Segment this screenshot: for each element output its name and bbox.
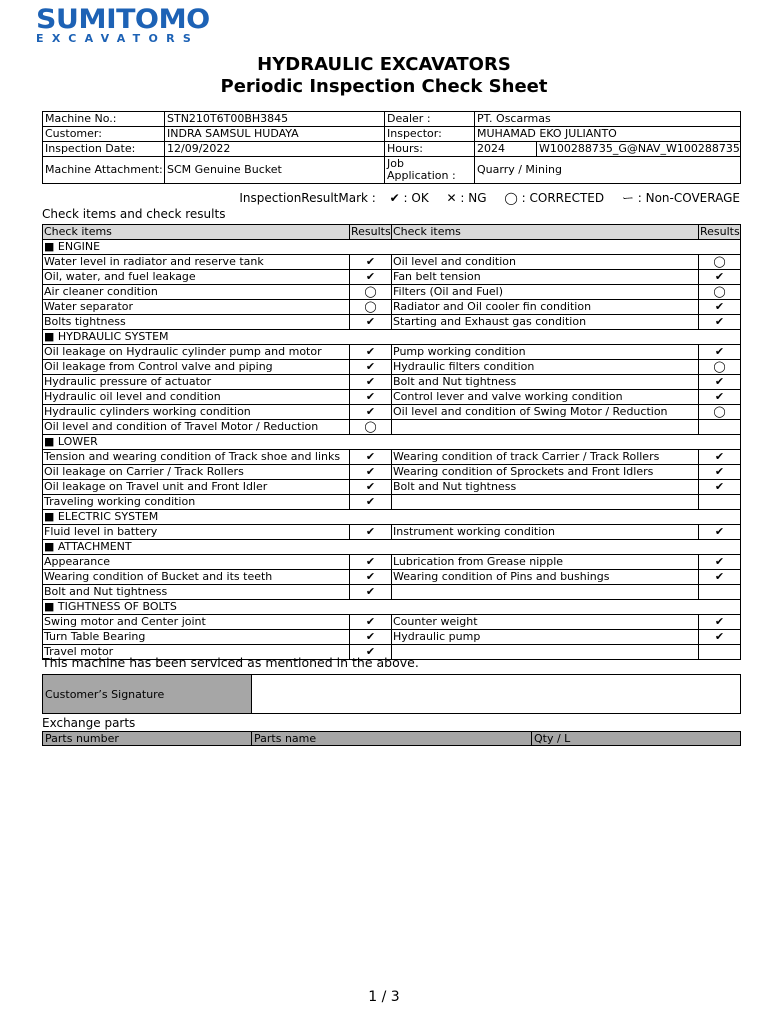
legend-corrected: ◯ : CORRECTED <box>504 191 605 205</box>
check-row <box>43 630 741 645</box>
check-item-right: Filters (Oil and Fuel) <box>392 285 699 300</box>
checks-caption: Check items and check results <box>42 207 226 221</box>
result-right: ◯ <box>699 285 741 300</box>
legend-label: InspectionResultMark : <box>239 191 376 205</box>
result-left: ✔ <box>350 255 392 270</box>
check-item-left: Appearance <box>43 555 350 570</box>
legend-ok: ✔ : OK <box>389 191 429 205</box>
check-row <box>43 420 741 435</box>
check-item-left: Water level in radiator and reserve tank <box>43 255 350 270</box>
machine-no-value: STN210T6T00BH3845 <box>165 112 385 127</box>
check-item-left: Wearing condition of Bucket and its teeth <box>43 570 350 585</box>
result-left: ◯ <box>350 285 392 300</box>
check-row <box>43 405 741 420</box>
check-item-right: Fan belt tension <box>392 270 699 285</box>
check-item-left: Oil leakage on Carrier / Track Rollers <box>43 465 350 480</box>
result-left: ✔ <box>350 450 392 465</box>
check-item-left: Bolts tightness <box>43 315 350 330</box>
check-row <box>43 390 741 405</box>
result-left: ✔ <box>350 555 392 570</box>
parts-name-header: Parts name <box>252 732 532 746</box>
check-row <box>43 300 741 315</box>
header-results-right: Results <box>700 225 740 238</box>
result-left: ✔ <box>350 375 392 390</box>
check-item-right <box>392 645 699 660</box>
customer-value: INDRA SAMSUL HUDAYA <box>165 127 385 142</box>
check-item-right: Hydraulic pump <box>392 630 699 645</box>
result-mark-legend <box>239 189 740 206</box>
check-item-left: Tension and wearing condition of Track shoe and links <box>43 450 350 465</box>
check-row <box>43 270 741 285</box>
check-item-right: Oil level and condition of Swing Motor / Reduction <box>392 405 699 420</box>
result-right: ✔ <box>699 555 741 570</box>
result-right: ✔ <box>699 480 741 495</box>
check-row <box>43 585 741 600</box>
check-row <box>43 525 741 540</box>
check-item-left: Oil leakage from Control valve and piping <box>43 360 350 375</box>
check-row <box>43 315 741 330</box>
check-item-left: Oil leakage on Hydraulic cylinder pump and motor <box>43 345 350 360</box>
result-right <box>699 495 741 510</box>
check-item-right: Bolt and Nut tightness <box>392 480 699 495</box>
check-row <box>43 555 741 570</box>
dealer-value: PT. Oscarmas <box>475 112 741 127</box>
parts-number-header: Parts number <box>43 732 252 746</box>
section-header-row <box>43 330 741 345</box>
legend-noncoverage: ー : Non-COVERAGE <box>621 191 740 205</box>
section-header-row <box>43 510 741 525</box>
check-item-left: Oil, water, and fuel leakage <box>43 270 350 285</box>
result-left: ✔ <box>350 630 392 645</box>
inspector-label: Inspector: <box>385 127 475 142</box>
logo-wordmark: SUMITOMO <box>36 4 210 35</box>
result-right: ◯ <box>699 255 741 270</box>
check-item-left: Air cleaner condition <box>43 285 350 300</box>
result-left: ✔ <box>350 615 392 630</box>
check-item-right <box>392 585 699 600</box>
document-title: HYDRAULIC EXCAVATORS <box>257 54 511 75</box>
section-header-row <box>43 240 741 255</box>
attachment-value: SCM Genuine Bucket <box>165 157 385 184</box>
result-right: ✔ <box>699 345 741 360</box>
check-item-left: Bolt and Nut tightness <box>43 585 350 600</box>
check-row <box>43 345 741 360</box>
check-row <box>43 360 741 375</box>
result-left: ✔ <box>350 405 392 420</box>
check-item-right <box>392 495 699 510</box>
result-right <box>699 420 741 435</box>
check-row <box>43 285 741 300</box>
section-title: ■ TIGHTNESS OF BOLTS <box>43 600 741 615</box>
result-right: ✔ <box>699 450 741 465</box>
result-left: ✔ <box>350 360 392 375</box>
page-indicator: 1 / 3 <box>368 989 400 1005</box>
result-right: ✔ <box>699 570 741 585</box>
exchange-parts-table <box>42 731 741 746</box>
legend-ng: ✕ : NG <box>446 191 487 205</box>
check-item-left: Fluid level in battery <box>43 525 350 540</box>
check-items-table <box>42 224 741 660</box>
machine-no-label: Machine No.: <box>43 112 165 127</box>
result-right: ✔ <box>699 375 741 390</box>
section-header-row <box>43 540 741 555</box>
result-right: ◯ <box>699 360 741 375</box>
result-right: ✔ <box>699 315 741 330</box>
result-right: ✔ <box>699 465 741 480</box>
machine-info-table <box>42 111 741 184</box>
result-right <box>699 645 741 660</box>
result-right: ✔ <box>699 525 741 540</box>
section-title: ■ ELECTRIC SYSTEM <box>43 510 741 525</box>
check-row <box>43 480 741 495</box>
inspection-date-value: 12/09/2022 <box>165 142 385 157</box>
result-left: ✔ <box>350 495 392 510</box>
check-row <box>43 255 741 270</box>
section-title: ■ LOWER <box>43 435 741 450</box>
signature-field[interactable] <box>252 675 741 714</box>
result-right: ✔ <box>699 300 741 315</box>
check-item-right <box>392 420 699 435</box>
result-left: ◯ <box>350 420 392 435</box>
hours-value: 2024 <box>475 142 537 157</box>
inspector-value: MUHAMAD EKO JULIANTO <box>475 127 741 142</box>
result-left: ✔ <box>350 525 392 540</box>
check-item-left: Water separator <box>43 300 350 315</box>
check-item-right: Instrument working condition <box>392 525 699 540</box>
result-right: ✔ <box>699 615 741 630</box>
customer-label: Customer: <box>43 127 165 142</box>
result-left: ✔ <box>350 585 392 600</box>
header-results-left: Results <box>351 225 391 238</box>
result-left: ✔ <box>350 570 392 585</box>
attachment-label: Machine Attachment: <box>43 157 165 184</box>
result-left: ✔ <box>350 270 392 285</box>
check-item-left: Hydraulic cylinders working condition <box>43 405 350 420</box>
check-item-right: Oil level and condition <box>392 255 699 270</box>
section-header-row <box>43 435 741 450</box>
serviced-note: This machine has been serviced as mentioned in the above. <box>42 655 419 670</box>
check-item-right: Control lever and valve working condition <box>392 390 699 405</box>
job-application-label: Job Application : <box>385 157 475 184</box>
check-row <box>43 615 741 630</box>
check-item-right: Bolt and Nut tightness <box>392 375 699 390</box>
hours-label: Hours: <box>385 142 475 157</box>
check-item-left: Oil level and condition of Travel Motor / Reduction <box>43 420 350 435</box>
check-item-right: Pump working condition <box>392 345 699 360</box>
result-right <box>699 585 741 600</box>
header-check-items-right: Check items <box>392 225 699 240</box>
job-application-value: Quarry / Mining <box>475 157 741 184</box>
check-row <box>43 570 741 585</box>
check-item-right: Counter weight <box>392 615 699 630</box>
check-item-left: Oil leakage on Travel unit and Front Idler <box>43 480 350 495</box>
result-right: ✔ <box>699 270 741 285</box>
check-row <box>43 495 741 510</box>
result-right: ✔ <box>699 390 741 405</box>
logo-subtitle: EXCAVATORS <box>36 32 200 45</box>
check-item-left: Traveling working condition <box>43 495 350 510</box>
signature-label: Customer’s Signature <box>43 675 252 714</box>
check-item-right: Wearing condition of track Carrier / Track Rollers <box>392 450 699 465</box>
result-left: ✔ <box>350 480 392 495</box>
result-right: ✔ <box>699 630 741 645</box>
check-item-right: Starting and Exhaust gas condition <box>392 315 699 330</box>
result-left: ✔ <box>350 390 392 405</box>
section-title: ■ ATTACHMENT <box>43 540 741 555</box>
signature-table <box>42 674 741 714</box>
check-item-left: Hydraulic oil level and condition <box>43 390 350 405</box>
section-title: ■ HYDRAULIC SYSTEM <box>43 330 741 345</box>
check-item-left: Hydraulic pressure of actuator <box>43 375 350 390</box>
result-left: ✔ <box>350 315 392 330</box>
check-item-left: Turn Table Bearing <box>43 630 350 645</box>
result-left: ◯ <box>350 300 392 315</box>
check-row <box>43 450 741 465</box>
check-item-left: Travel motor <box>43 645 350 660</box>
check-row <box>43 465 741 480</box>
inspection-date-label: Inspection Date: <box>43 142 165 157</box>
document-subtitle: Periodic Inspection Check Sheet <box>220 76 548 97</box>
result-right: ◯ <box>699 405 741 420</box>
check-table-header <box>43 225 741 240</box>
qty-header: Qty / L <box>532 732 741 746</box>
hours-code: W100288735_G@NAV_W100288735 <box>537 142 741 157</box>
check-item-left: Swing motor and Center joint <box>43 615 350 630</box>
section-title: ■ ENGINE <box>43 240 741 255</box>
result-left: ✔ <box>350 345 392 360</box>
check-item-right: Wearing condition of Sprockets and Front Idlers <box>392 465 699 480</box>
section-header-row <box>43 600 741 615</box>
check-item-right: Radiator and Oil cooler fin condition <box>392 300 699 315</box>
result-left: ✔ <box>350 645 392 660</box>
exchange-parts-caption: Exchange parts <box>42 716 136 730</box>
check-row <box>43 375 741 390</box>
result-left: ✔ <box>350 465 392 480</box>
sumitomo-logo <box>36 4 210 45</box>
header-check-items-left: Check items <box>43 225 350 240</box>
check-item-right: Lubrication from Grease nipple <box>392 555 699 570</box>
dealer-label: Dealer : <box>385 112 475 127</box>
check-item-right: Hydraulic filters condition <box>392 360 699 375</box>
check-item-right: Wearing condition of Pins and bushings <box>392 570 699 585</box>
